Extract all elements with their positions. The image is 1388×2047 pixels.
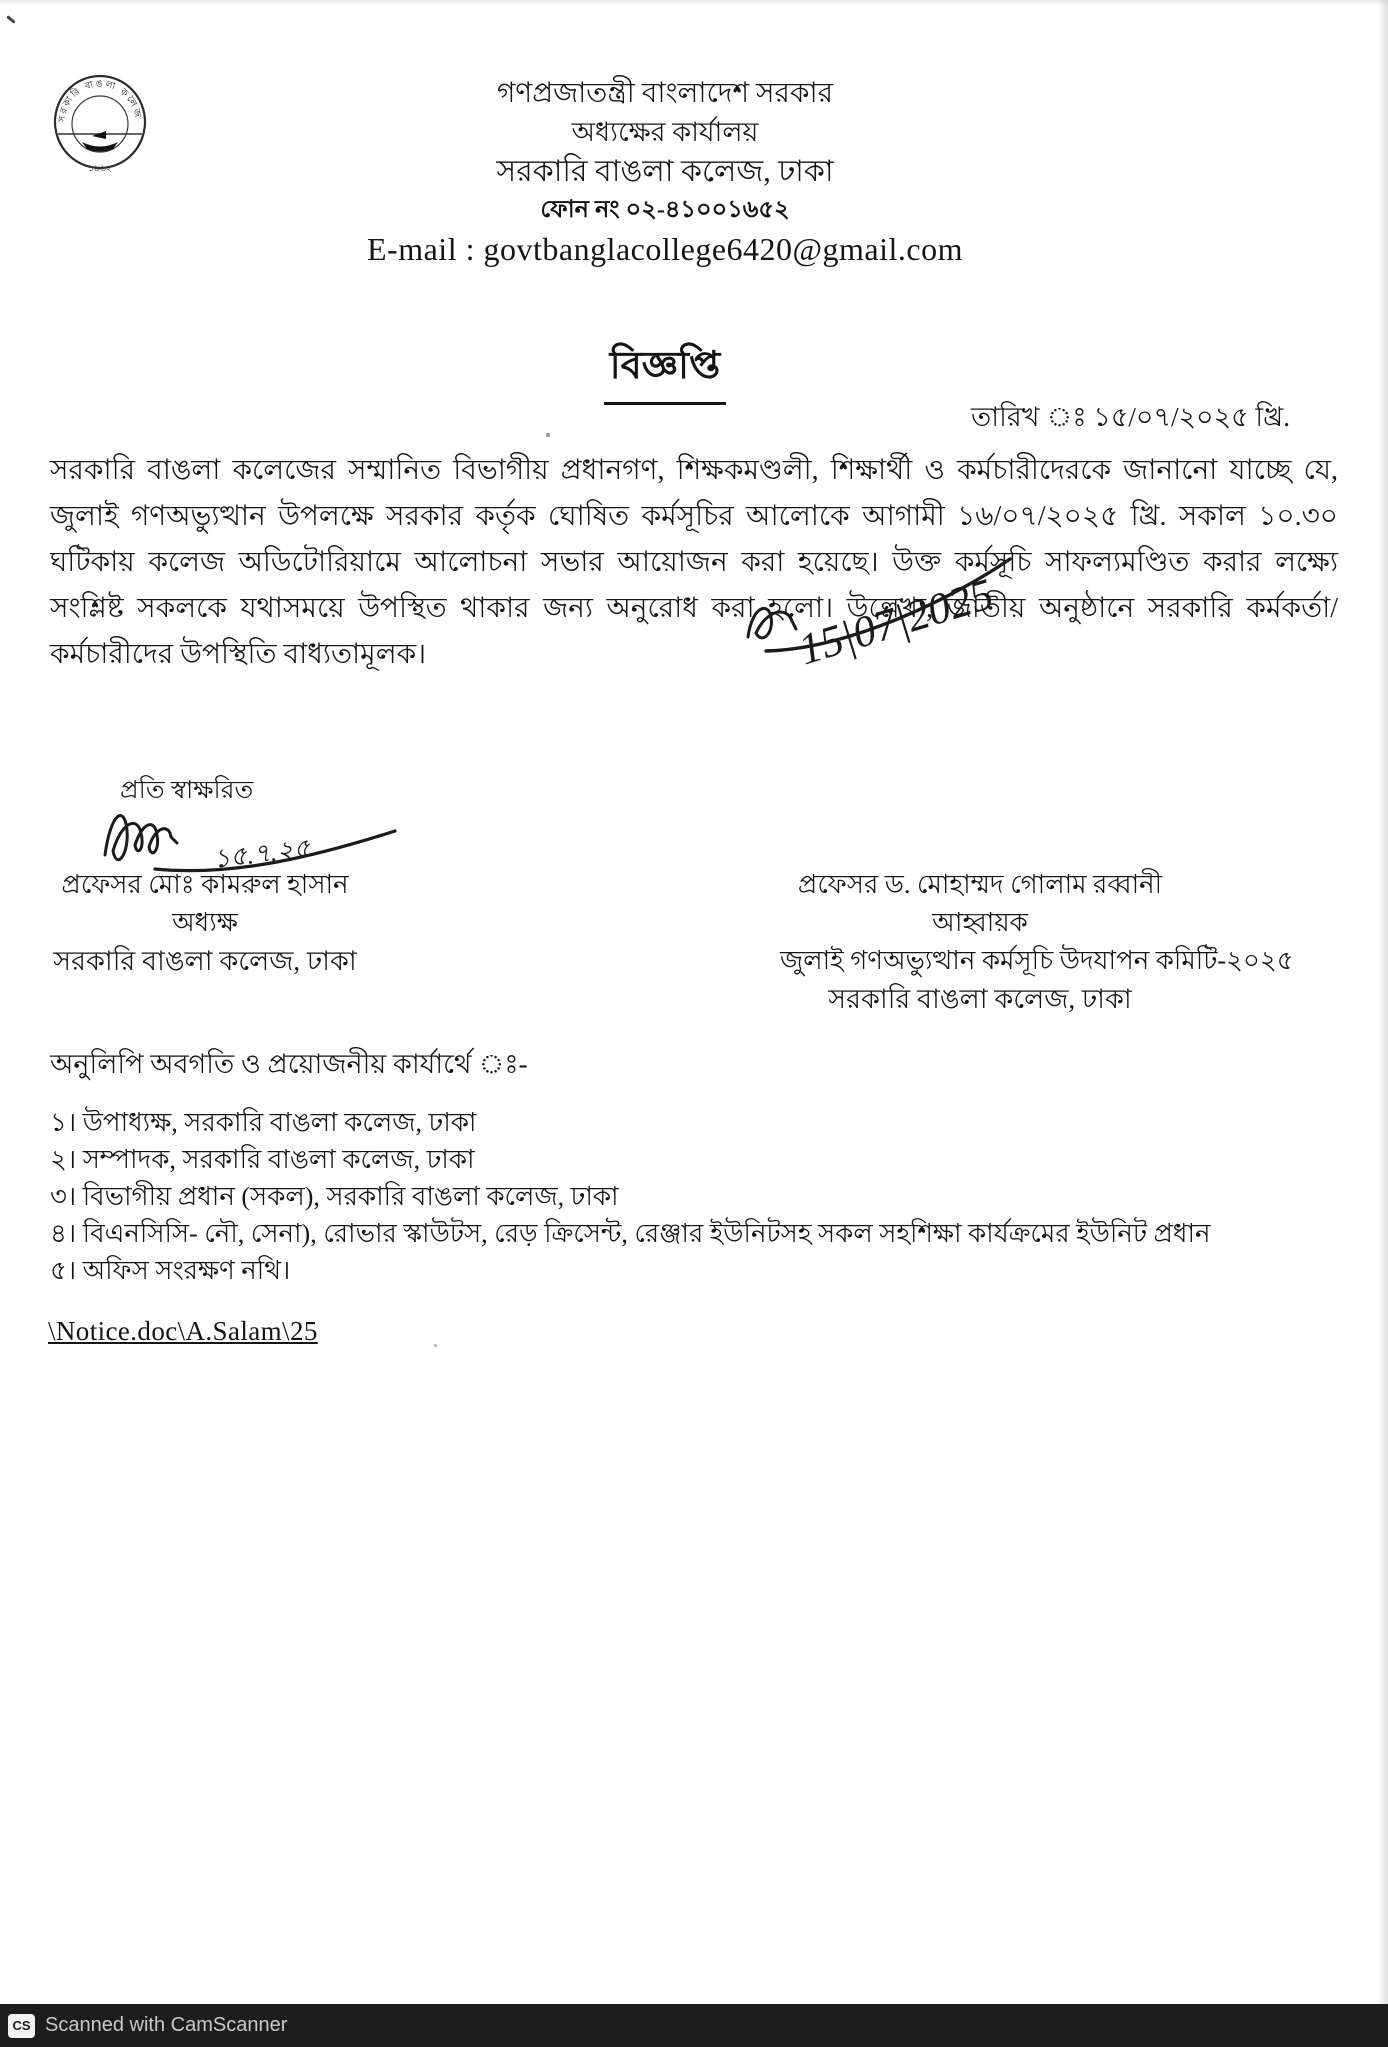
copies-heading: অনুলিপি অবগতি ও প্রয়োজনীয় কার্যার্থে ঃ-	[50, 1049, 528, 1079]
scan-artifact	[434, 1344, 437, 1347]
letterhead	[0, 80, 1330, 276]
notice-title: বিজ্ঞপ্তি	[604, 336, 727, 405]
signatory-left-org: সরকারি বাঙলা কলেজ, ঢাকা	[53, 946, 357, 976]
copies-item: ২। সম্পাদক, সরকারি বাঙলা কলেজ, ঢাকা	[50, 1145, 475, 1174]
signatory-right-org: সরকারি বাঙলা কলেজ, ঢাকা	[828, 984, 1132, 1014]
copies-item: ১। উপাধ্যক্ষ, সরকারি বাঙলা কলেজ, ঢাকা	[50, 1108, 477, 1137]
scan-edge-shadow-top	[0, 0, 1388, 6]
copies-item: ৪। বিএনসিসি- নৌ, সেনা), রোভার স্কাউটস, রেড় ক্রিসেন্ট, রেঞ্জার ইউনিটসহ সকল সহশিক্ষা কার্যক্রমের ইউনিট প্রধান	[50, 1219, 1211, 1248]
signatory-left	[50, 872, 360, 987]
camscanner-logo-icon: CS	[8, 2014, 35, 2038]
office-line: অধ্যক্ষের কার্যালয়	[571, 117, 759, 147]
seal-year-text: ১৯৬২	[88, 163, 112, 173]
government-line: গণপ্রজাতন্ত্রী বাংলাদেশ সরকার	[496, 78, 834, 109]
seal-ring-text: সরকারি বাঙলা কলেজ	[57, 79, 143, 123]
phone-line: ফোন নং ০২-৪১০০১৬৫২	[540, 197, 790, 223]
title-row	[0, 336, 1330, 405]
signatory-right-title: আহ্বায়ক	[932, 908, 1028, 937]
notice-body: সরকারি বাঙলা কলেজের সম্মানিত বিভাগীয় প্রধানগণ, শিক্ষকমণ্ডলী, শিক্ষার্থী ও কর্মচারীদেরকে জানানো যাচ্ছে যে, জুলাই গণঅভ্যুত্থান উপলক্ষে সরকার কর্তৃক ঘোষিত কর্মসূচির আলোকে আগামী ১৬/০৭/২০২৫ খ্রি. সকাল ১০.৩০ ঘটিকায় কলেজ অডিটোরিয়ামে আলোচনা সভার আয়োজন করা হয়েছে। উক্ত কর্মসূচি সাফল্যমণ্ডিত করার লক্ষ্যে সংশ্লিষ্ট সকলকে যথাসময়ে উপস্থিত থাকার জন্য অনুরোধ করা হলো। উল্লেখ্য, জাতীয় অনুষ্ঠানে সরকারি কর্মকর্তা/কর্মচারীদের উপস্থিতি বাধ্যতামূলক।	[50, 455, 1338, 670]
signatory-right	[780, 870, 1294, 1025]
scan-edge-shadow	[1378, 0, 1388, 2047]
file-reference: \Notice.doc\A.Salam\25	[48, 1316, 318, 1346]
copies-item: ৩। বিভাগীয় প্রধান (সকল), সরকারি বাঙলা কলেজ, ঢাকা	[50, 1182, 619, 1211]
camscanner-label: Scanned with CamScanner	[45, 2014, 288, 2036]
date-line: তারিখ ঃ ১৫/০৭/২০২৫ খ্রি.	[971, 402, 1290, 432]
email-line: E-mail : govtbanglacollege6420@gmail.com	[367, 231, 963, 267]
copies-list	[50, 1104, 1211, 1289]
scan-artifact	[546, 433, 550, 437]
scan-artifact	[6, 15, 16, 24]
camscanner-bar	[0, 2004, 1388, 2047]
college-line: সরকারি বাঙলা কলেজ, ঢাকা	[496, 155, 834, 188]
signature-right	[730, 545, 1030, 680]
signatory-right-name: প্রফেসর ড. মোহাম্মদ গোলাম রব্বানী	[797, 870, 1163, 899]
copies-item: ৫। অফিস সংরক্ষণ নথি।	[50, 1256, 291, 1285]
signatory-left-name: প্রফেসর মোঃ কামরুল হাসান	[61, 870, 349, 899]
signatory-left-title: অধ্যক্ষ	[172, 908, 238, 937]
signatory-right-committee: জুলাই গণঅভ্যুত্থান কর্মসূচি উদযাপন কমিটি-২০২৫	[780, 946, 1294, 975]
handwritten-date-left: ১৫.৭.২৫	[211, 833, 312, 874]
countersign-label: প্রতি স্বাক্ষরিত	[120, 777, 254, 804]
handwritten-date-right: 15|07|2025	[792, 569, 999, 675]
